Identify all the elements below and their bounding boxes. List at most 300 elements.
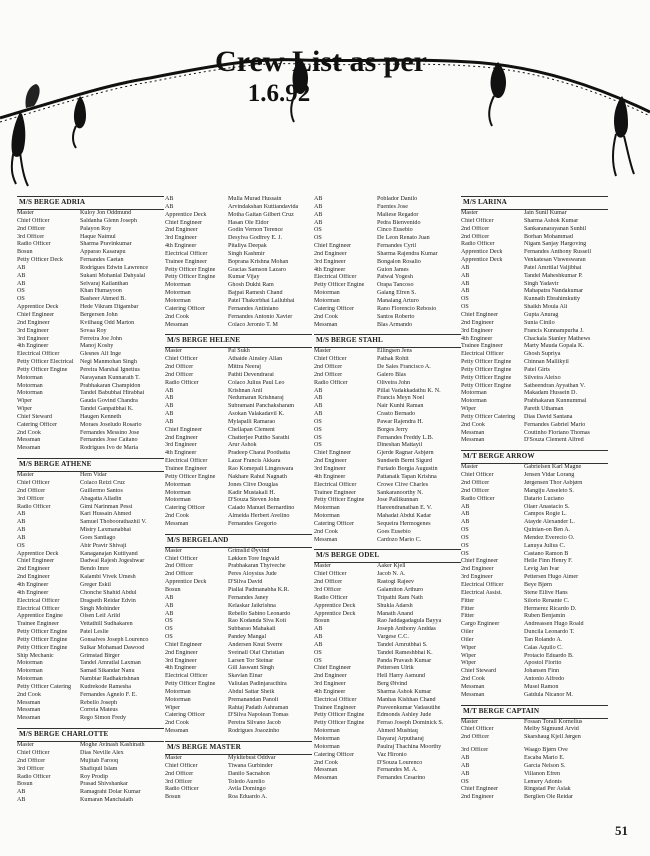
crew-rank: Electrical Officer xyxy=(165,458,208,465)
crew-name: Satheendran Ayyathan V. xyxy=(524,382,585,389)
crew-name: Sundseth Bernt Sigurd xyxy=(377,458,433,465)
crew-rank: 2nd Officer xyxy=(461,734,490,741)
crew-name: Manoj Koshy xyxy=(80,343,114,350)
crew-row xyxy=(165,282,312,290)
crew-name: Gjerde Ragnar Asbjørn xyxy=(377,450,434,457)
crew-row xyxy=(165,642,312,650)
crew-name: Helle Finn Henry F. xyxy=(524,558,573,565)
crew-row xyxy=(314,775,461,783)
crew-name: Skavlan Einar xyxy=(228,673,263,680)
crew-rank: 4th Engineer xyxy=(314,473,346,480)
crew-rank: Fitter xyxy=(461,605,475,612)
crew-rank: Electrical Officer xyxy=(17,351,60,358)
crew-rank: 3rd Officer xyxy=(461,747,489,754)
crew-row xyxy=(461,794,608,802)
crew-name: Pawar Rajendra H. xyxy=(377,418,424,425)
crew-row xyxy=(17,789,164,797)
crew-row xyxy=(314,388,461,396)
crew-name: Rao Komepali Lingeswara xyxy=(228,466,294,472)
crew-row xyxy=(461,367,608,375)
crew-rank: 2nd Cook xyxy=(314,313,338,320)
crew-row xyxy=(461,488,608,496)
crew-name: Sankaranoorthy N. xyxy=(377,489,424,496)
crew-name: Boprana Krishna Mohan xyxy=(228,258,289,265)
crew-name: Valiulan Padinjaracthira xyxy=(228,681,287,688)
crew-name: Moraes Joseludo Rosario xyxy=(80,421,142,428)
crew-rank: OS xyxy=(314,418,322,425)
crew-row xyxy=(461,375,608,383)
crew-row xyxy=(461,336,608,344)
crew-row xyxy=(17,241,164,249)
crew-rank: OS xyxy=(314,657,322,664)
crew-row xyxy=(461,747,608,755)
crew-rank: 2nd Officer xyxy=(314,364,343,371)
crew-row xyxy=(165,513,312,521)
crew-row xyxy=(17,249,164,257)
crew-row xyxy=(461,406,608,414)
crew-name: Gabrielsen Karl Magne xyxy=(524,464,582,471)
crew-rank: OS xyxy=(314,235,322,242)
crew-row xyxy=(314,474,461,482)
crew-name: Skarshaug Kjell Jørgen xyxy=(524,734,581,741)
crew-rank: AB xyxy=(314,395,323,402)
crew-name: Coutinho Floriano Thomas xyxy=(524,429,590,436)
crew-name: Gupta Anurag xyxy=(524,311,559,318)
crew-name: Poblador Danilo xyxy=(377,196,418,202)
crew-rank: OS xyxy=(461,296,469,303)
crew-name: Glesnes Alf Inge xyxy=(80,351,121,358)
crew-name: Correia Mateus xyxy=(80,707,118,714)
crew-row xyxy=(461,543,608,551)
crew-name: Pitaliya Deepak xyxy=(228,243,267,250)
crew-row xyxy=(461,598,608,606)
crew-rank: Motorman xyxy=(165,290,191,297)
crew-row xyxy=(314,227,461,235)
crew-row xyxy=(314,513,461,521)
crew-rank: Master xyxy=(165,755,182,761)
crew-row xyxy=(17,692,164,700)
crew-name: Fernandes Freddy L.B. xyxy=(377,434,434,441)
crew-rank: AB xyxy=(165,403,174,410)
crew-name: Singh Kashmir xyxy=(228,250,265,257)
crew-rank: 2nd Officer xyxy=(165,364,194,371)
crew-name: Quinian-on Ben A. xyxy=(524,527,571,534)
crew-rank: AB xyxy=(17,797,26,804)
crew-name: Haugen Kenneth xyxy=(80,413,122,420)
crew-rank: AB xyxy=(165,418,174,425)
crew-row xyxy=(461,786,608,794)
crew-row xyxy=(461,590,608,598)
crew-name: Krishnan Anil xyxy=(228,387,263,394)
crew-rank: Messman xyxy=(17,445,41,452)
crew-name: Colaco Reizi Cruz xyxy=(80,480,126,486)
crew-row xyxy=(461,351,608,359)
crew-row xyxy=(165,786,312,794)
crew-name: Roy Prodip xyxy=(80,773,108,780)
crew-name: Rao Jaddagadagula Bayya xyxy=(377,618,442,625)
crew-name: Colaco Jeronio T. M xyxy=(228,321,278,328)
crew-rank: AB xyxy=(314,634,323,641)
crew-row xyxy=(17,312,164,320)
crew-rank: Petty Officer Engine xyxy=(17,644,68,651)
crew-rank: 2nd Engineer xyxy=(461,566,494,573)
crew-name: Jain Sunil Kumar xyxy=(524,210,567,216)
crew-name: Makadam Hussein D. xyxy=(524,390,577,397)
crew-row xyxy=(17,288,164,296)
crew-row xyxy=(17,574,164,582)
crew-row xyxy=(17,281,164,289)
crew-name: Rego Simon Fredy xyxy=(80,715,127,722)
crew-row xyxy=(461,430,608,438)
crew-section xyxy=(165,334,312,528)
crew-rank: Messman xyxy=(17,707,41,714)
knot-far-right-icon xyxy=(613,96,634,176)
crew-rank: Catering Officer xyxy=(165,712,205,719)
crew-row xyxy=(17,218,164,226)
crew-rank: AB xyxy=(165,387,174,394)
crew-row xyxy=(314,705,461,713)
crew-row xyxy=(461,398,608,406)
crew-row xyxy=(17,351,164,359)
crew-name: Sovaa Roy xyxy=(80,327,107,334)
crew-row xyxy=(165,212,312,220)
crew-rank: Motorman xyxy=(314,728,340,735)
crew-row xyxy=(17,797,164,805)
crew-row xyxy=(314,212,461,220)
crew-row xyxy=(461,574,608,582)
crew-name: Olaer Anastacio S. xyxy=(524,503,570,510)
crew-name: Gill Jaswant Singh xyxy=(228,665,275,672)
crew-rank: 4th Engineer xyxy=(165,243,197,250)
crew-name: Samuel Thoboorathazhil V. xyxy=(80,519,147,526)
crew-row xyxy=(461,719,608,727)
crew-rank: 2nd Engineer xyxy=(17,574,50,581)
crew-rank: Radio Officer xyxy=(461,241,495,248)
crew-rank: Chief Steward xyxy=(17,413,53,420)
crew-rank: AB xyxy=(17,511,26,518)
crew-row xyxy=(314,235,461,243)
crew-name: Lazar Francis Akkara xyxy=(228,458,281,465)
crew-name: Joseph Anthony Anddas xyxy=(377,626,436,633)
crew-name: Borhan Mohammad xyxy=(524,233,573,240)
crew-name: Gauda Govind Chandra xyxy=(80,398,138,405)
crew-rank: 4th Engineer xyxy=(17,343,49,350)
crew-rank: Motorman xyxy=(165,282,191,289)
crew-rank: Chief Engineer xyxy=(165,219,203,226)
crew-name: Nakhare Rahul Nagnath xyxy=(228,473,287,480)
crew-name: Pettersen Hugo Aimer xyxy=(524,574,579,581)
crew-name: Chinnan Mallikyil xyxy=(524,359,569,366)
crew-rank: Chief Engineer xyxy=(314,450,352,457)
crew-name: Tiwana Gurbinder xyxy=(228,762,273,769)
crew-row xyxy=(17,265,164,273)
crew-name: Patel Thakorbhai Lallubhai xyxy=(228,297,295,304)
crew-rank: Fitter xyxy=(461,597,475,604)
crew-row xyxy=(314,458,461,466)
crew-row xyxy=(17,566,164,574)
crew-row xyxy=(314,322,461,330)
crew-rank: Radio Officer xyxy=(17,241,51,248)
crew-row xyxy=(461,535,608,543)
crew-rank: OS xyxy=(314,649,322,656)
vessel-header: M/S BERGE STAHL xyxy=(314,334,461,348)
crew-name: Fernandes Antiniano xyxy=(228,305,279,312)
crew-name: Crowe Clive Charles xyxy=(377,481,429,488)
crew-row xyxy=(314,490,461,498)
crew-rank: AB xyxy=(461,511,470,518)
crew-row xyxy=(165,634,312,642)
crew-row xyxy=(17,390,164,398)
crew-rank: 2nd Officer xyxy=(17,757,46,764)
crew-name: Silorio Renante C. xyxy=(524,597,570,604)
crew-rank: AB xyxy=(17,272,26,279)
crew-row xyxy=(461,684,608,692)
crew-rank: Petty Officer Engine xyxy=(165,681,216,688)
crew-rank: Messman xyxy=(314,775,338,782)
crew-row xyxy=(314,274,461,282)
crew-name: Chatterjee Puttho Sarathi xyxy=(228,434,290,441)
crew-name: Hareendranathan E. V. xyxy=(377,505,432,512)
crew-row xyxy=(17,504,164,512)
crew-name: Garcia Nelson S. xyxy=(524,762,566,769)
crew-name: D'Silva Napolean Tomas xyxy=(228,712,289,719)
crew-row xyxy=(461,218,608,226)
crew-row xyxy=(314,752,461,760)
crew-name: Hell Harry Asmund xyxy=(377,673,426,680)
crew-name: De Leon Renato Juan xyxy=(377,235,430,242)
crew-row xyxy=(165,196,312,204)
crew-name: Venkatesan Visweswaran xyxy=(524,257,586,264)
crew-row xyxy=(165,505,312,513)
crew-row xyxy=(165,356,312,364)
crew-name: Fossan Torall Kornelius xyxy=(524,718,583,725)
crew-rank: Motorman xyxy=(314,513,340,520)
crew-name: Kvilhaug Odd Marton xyxy=(80,319,135,326)
crew-row xyxy=(461,734,608,742)
crew-row xyxy=(17,750,164,758)
crew-row xyxy=(314,529,461,537)
crew-rank: Wiper xyxy=(461,644,476,651)
crew-row xyxy=(314,204,461,212)
crew-name: Jørgensen Thor Asbjørn xyxy=(524,480,583,486)
crew-name: Berg Øivind xyxy=(377,681,408,688)
crew-name: Hermerez Ricardo D. xyxy=(524,605,577,612)
crew-rank: Electrical Assist. xyxy=(461,589,502,596)
crew-rank: AB xyxy=(165,610,174,617)
crew-rank: Oiler xyxy=(461,629,474,636)
crew-name: Manhas Kishhan Chand xyxy=(377,696,436,703)
crew-row xyxy=(461,265,608,273)
crew-name: Kumaran Manchalath xyxy=(80,797,133,804)
crew-rank: OS xyxy=(165,618,173,625)
crew-name: Sankaranarayanan Sunhil xyxy=(524,225,587,232)
crew-name: Larsen Tor Steinar xyxy=(228,657,274,664)
crew-row xyxy=(165,458,312,466)
crew-row xyxy=(165,395,312,403)
crew-section xyxy=(165,741,312,802)
crew-row xyxy=(165,482,312,490)
crew-rank: 2nd Officer xyxy=(165,563,194,570)
crew-name: Pereira Silvano Jacob xyxy=(228,720,281,727)
crew-row xyxy=(314,282,461,290)
crew-row xyxy=(461,304,608,312)
crew-rank: OS xyxy=(461,527,469,534)
crew-rank: Apprentice Deck xyxy=(165,579,207,586)
crew-row xyxy=(17,234,164,242)
crew-rank: Electrical Officer xyxy=(461,351,504,358)
crew-rank: 4th Engineer xyxy=(314,266,346,273)
crew-row xyxy=(17,511,164,519)
crew-row xyxy=(461,210,608,218)
crew-row xyxy=(17,653,164,661)
crew-row xyxy=(314,611,461,619)
crew-name: Grimslid Øyvind xyxy=(228,547,270,554)
crew-rank: Messman xyxy=(461,429,485,436)
crew-rank: Apprentice Deck xyxy=(314,602,356,609)
crew-rank: 2nd Officer xyxy=(17,487,46,494)
crew-rank: Messman xyxy=(165,321,189,328)
crew-name: Johansen Finn xyxy=(524,668,560,675)
crew-row xyxy=(165,689,312,697)
crew-row xyxy=(314,403,461,411)
crew-row xyxy=(461,296,608,304)
crew-rank: AB xyxy=(165,411,174,418)
crew-name: Chonche Shahid Abdul xyxy=(80,589,137,596)
crew-row xyxy=(17,684,164,692)
crew-row xyxy=(314,665,461,673)
crew-rank: 2nd Cook xyxy=(314,528,338,535)
crew-name: Maliese Regador xyxy=(377,211,419,218)
crew-name: Singh Yadavir xyxy=(524,280,559,287)
crew-row xyxy=(461,676,608,684)
crew-row xyxy=(314,298,461,306)
title-line-1: Crew List as per xyxy=(215,45,427,78)
crew-rank: OS xyxy=(314,227,322,234)
crew-name: De Sales Francisco A. xyxy=(377,364,431,371)
crew-rank: Apprentice Deck xyxy=(17,550,59,557)
crew-rank: Chief Engineer xyxy=(165,426,203,433)
crew-rank: Trainee Engineer xyxy=(314,489,356,496)
crew-row xyxy=(17,367,164,375)
vessel-header: M/S BERGE ATHENE xyxy=(17,458,164,472)
crew-name: Rahtaj Padath Ashraman xyxy=(228,704,289,711)
crew-row xyxy=(165,306,312,314)
crew-rank: 3rd Officer xyxy=(17,233,45,240)
crew-name: Mendez Everecio O. xyxy=(524,534,575,541)
crew-rank: Wiper xyxy=(461,406,476,413)
crew-row xyxy=(461,613,608,621)
crew-rank: Petty Officer Engine xyxy=(165,274,216,281)
crew-rank: Electrical Officer xyxy=(165,250,208,257)
crew-rank: Apprentice Deck xyxy=(461,249,503,256)
crew-section xyxy=(461,705,608,802)
crew-name: Escaba Mario E. xyxy=(524,755,565,761)
crew-row xyxy=(17,257,164,265)
crew-row xyxy=(314,767,461,775)
crew-rank: Messman xyxy=(165,728,189,735)
crew-row xyxy=(461,606,608,614)
column-3 xyxy=(314,196,461,788)
crew-section xyxy=(461,196,608,445)
crew-name: Dadwal Rajesh Jogeshwar xyxy=(80,558,145,565)
crew-rank: Chief Engineer xyxy=(461,311,499,318)
crew-row xyxy=(17,527,164,535)
crew-row xyxy=(461,343,608,351)
crew-row xyxy=(165,380,312,388)
crew-name: D'Silva David xyxy=(228,579,263,586)
crew-rank: 2nd Engineer xyxy=(314,250,347,257)
crew-rank: Master xyxy=(165,547,182,554)
crew-rank: Radio Officer xyxy=(165,379,199,386)
crew-row xyxy=(165,587,312,595)
crew-name: Rodrigues Ivo de Maria xyxy=(80,445,139,452)
vessel-header: M/S BERGE MASTER xyxy=(165,741,312,755)
crew-name: Ringstad Per Aslak xyxy=(524,786,571,793)
crew-row xyxy=(17,296,164,304)
crew-rank: Motorman xyxy=(314,743,340,750)
crew-row xyxy=(165,673,312,681)
crew-rank: Petty Officer Catering xyxy=(17,683,72,690)
crew-name: Palayon Roy xyxy=(80,225,112,232)
crew-name: Mistry Laxmanabhai xyxy=(80,527,131,534)
crew-rank: 4th Engineer xyxy=(17,581,49,588)
crew-rank: Chief Engineer xyxy=(17,311,55,318)
crew-rank: AB xyxy=(165,602,174,609)
crew-name: Kudrekode Ramesha xyxy=(80,683,131,690)
crew-rank: AB xyxy=(314,411,323,418)
crew-row xyxy=(461,496,608,504)
crew-name: Sulkar Mohamad Dawood xyxy=(80,644,145,651)
crew-rank: Chief Officer xyxy=(165,555,198,562)
crew-rank: Radio Officer xyxy=(17,773,51,780)
crew-row xyxy=(17,304,164,312)
crew-row xyxy=(314,364,461,372)
crew-row xyxy=(17,613,164,621)
crew-name: Kumar Vijay xyxy=(228,274,260,281)
crew-rank: Trainee Engineer xyxy=(314,704,356,711)
crew-row xyxy=(17,210,164,218)
crew-name: Villanon Efren xyxy=(524,770,561,777)
crew-name: Francis Kunnampurha J. xyxy=(524,327,584,334)
crew-row xyxy=(17,496,164,504)
crew-name: Tripathi Ram Nath xyxy=(377,594,423,601)
vessel-header: M/T BERGE ARROW xyxy=(461,450,608,464)
crew-rank: Petty Officer Electrical xyxy=(17,359,74,366)
crew-row xyxy=(314,251,461,259)
crew-section xyxy=(165,534,312,736)
crew-row xyxy=(17,328,164,336)
crew-row xyxy=(17,543,164,551)
crew-name: Pathak Rohit xyxy=(377,356,409,363)
crew-rank: 2nd Cook xyxy=(165,313,189,320)
crew-name: Sharma Pravinkumar xyxy=(80,241,132,248)
crew-row xyxy=(314,744,461,752)
crew-rank: Trainee Engineer xyxy=(17,621,59,628)
crew-name: Mykltebust Oddvar xyxy=(228,755,276,761)
crew-row xyxy=(314,395,461,403)
crew-name: Vargese C.C. xyxy=(377,634,409,641)
crew-name: Rebello Sabino Leonardo xyxy=(228,610,291,617)
crew-rank: Electrical Officer xyxy=(17,605,60,612)
crew-row xyxy=(165,571,312,579)
crew-rank: Motorman xyxy=(165,481,191,488)
crew-name: Cinco Eusebio xyxy=(377,227,413,234)
crew-rank: AB xyxy=(461,288,470,295)
crew-row xyxy=(165,403,312,411)
crew-row xyxy=(314,634,461,642)
crew-row xyxy=(314,760,461,768)
crew-rank: 3rd Engineer xyxy=(314,258,346,265)
